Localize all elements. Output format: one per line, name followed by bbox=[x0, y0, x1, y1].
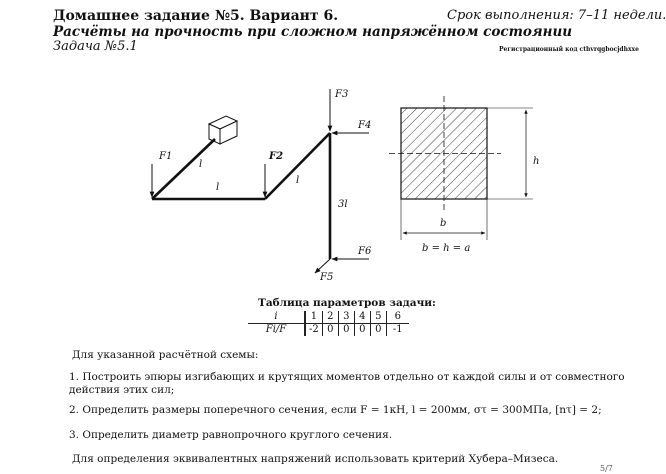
table-cell: 0 bbox=[322, 324, 338, 337]
f2-label: F2 bbox=[269, 151, 284, 162]
f4-label: F4 bbox=[358, 120, 372, 131]
frame bbox=[152, 133, 330, 259]
length-label-3: l bbox=[296, 175, 300, 186]
length-labels bbox=[199, 159, 348, 210]
deadline-text: Срок выполнения: 7–11 недели. bbox=[447, 8, 666, 23]
force-f5-arrow bbox=[315, 259, 330, 273]
col-header: 4 bbox=[354, 311, 370, 324]
table-cell: -1 bbox=[386, 324, 409, 337]
col-header: 3 bbox=[338, 311, 354, 324]
table-cell: -2 bbox=[305, 324, 322, 337]
registration-code: Регистрационный код cthvrqgbocjdhxxe bbox=[499, 46, 639, 53]
task-number: Задача №5.1 bbox=[53, 39, 138, 54]
table-header-row bbox=[248, 311, 409, 324]
task-item-3: 3. Определить диаметр равнопрочного круглого сечения. bbox=[69, 429, 393, 441]
table-cell: 0 bbox=[354, 324, 370, 337]
assignment-subtitle: Расчёты на прочность при сложном напряжённом состоянии bbox=[53, 24, 573, 40]
row-header-i: i bbox=[248, 311, 305, 324]
task-item-1: 1. Построить эпюры изгибающих и крутящих моментов отдельно от каждой силы и от совместного действия этих сил; bbox=[69, 371, 625, 396]
table-values-row bbox=[248, 324, 409, 337]
f5-label: F5 bbox=[320, 272, 334, 283]
parameters-table bbox=[248, 311, 409, 336]
table-cell: 0 bbox=[370, 324, 386, 337]
table-cell: 0 bbox=[338, 324, 354, 337]
task-item-2: 2. Определить размеры поперечного сечения, если F = 1кН, l = 200мм, στ = 300МПа, [nτ] = 2; bbox=[69, 404, 602, 416]
length-label-2: l bbox=[216, 182, 220, 193]
intro-text: Для указанной расчётной схемы: bbox=[72, 349, 259, 361]
col-header: 1 bbox=[305, 311, 322, 324]
assignment-title: Домашнее задание №5. Вариант 6. bbox=[53, 8, 339, 24]
section-relation-label: b = h = a bbox=[422, 243, 471, 254]
row-header-fi-f: Fi/F bbox=[265, 324, 287, 335]
col-header: 5 bbox=[370, 311, 386, 324]
criterion-text: Для определения эквивалентных напряжений использовать критерий Хубера–Мизеса. bbox=[72, 453, 559, 465]
length-label-3l: 3l bbox=[338, 199, 348, 210]
cross-section bbox=[389, 96, 533, 240]
frame-member-3 bbox=[265, 133, 330, 199]
col-header: 6 bbox=[386, 311, 409, 324]
f1-label: F1 bbox=[159, 151, 173, 162]
f6-label: F6 bbox=[358, 246, 372, 257]
f3-label: F3 bbox=[335, 89, 349, 100]
table-caption: Таблица параметров задачи: bbox=[258, 297, 436, 309]
length-label-1: l bbox=[199, 159, 203, 170]
col-header: 2 bbox=[322, 311, 338, 324]
page-number: 5/7 bbox=[600, 464, 613, 473]
frame-member-1 bbox=[152, 139, 215, 199]
section-b-label: b bbox=[440, 218, 447, 229]
section-h-label: h bbox=[533, 156, 540, 167]
